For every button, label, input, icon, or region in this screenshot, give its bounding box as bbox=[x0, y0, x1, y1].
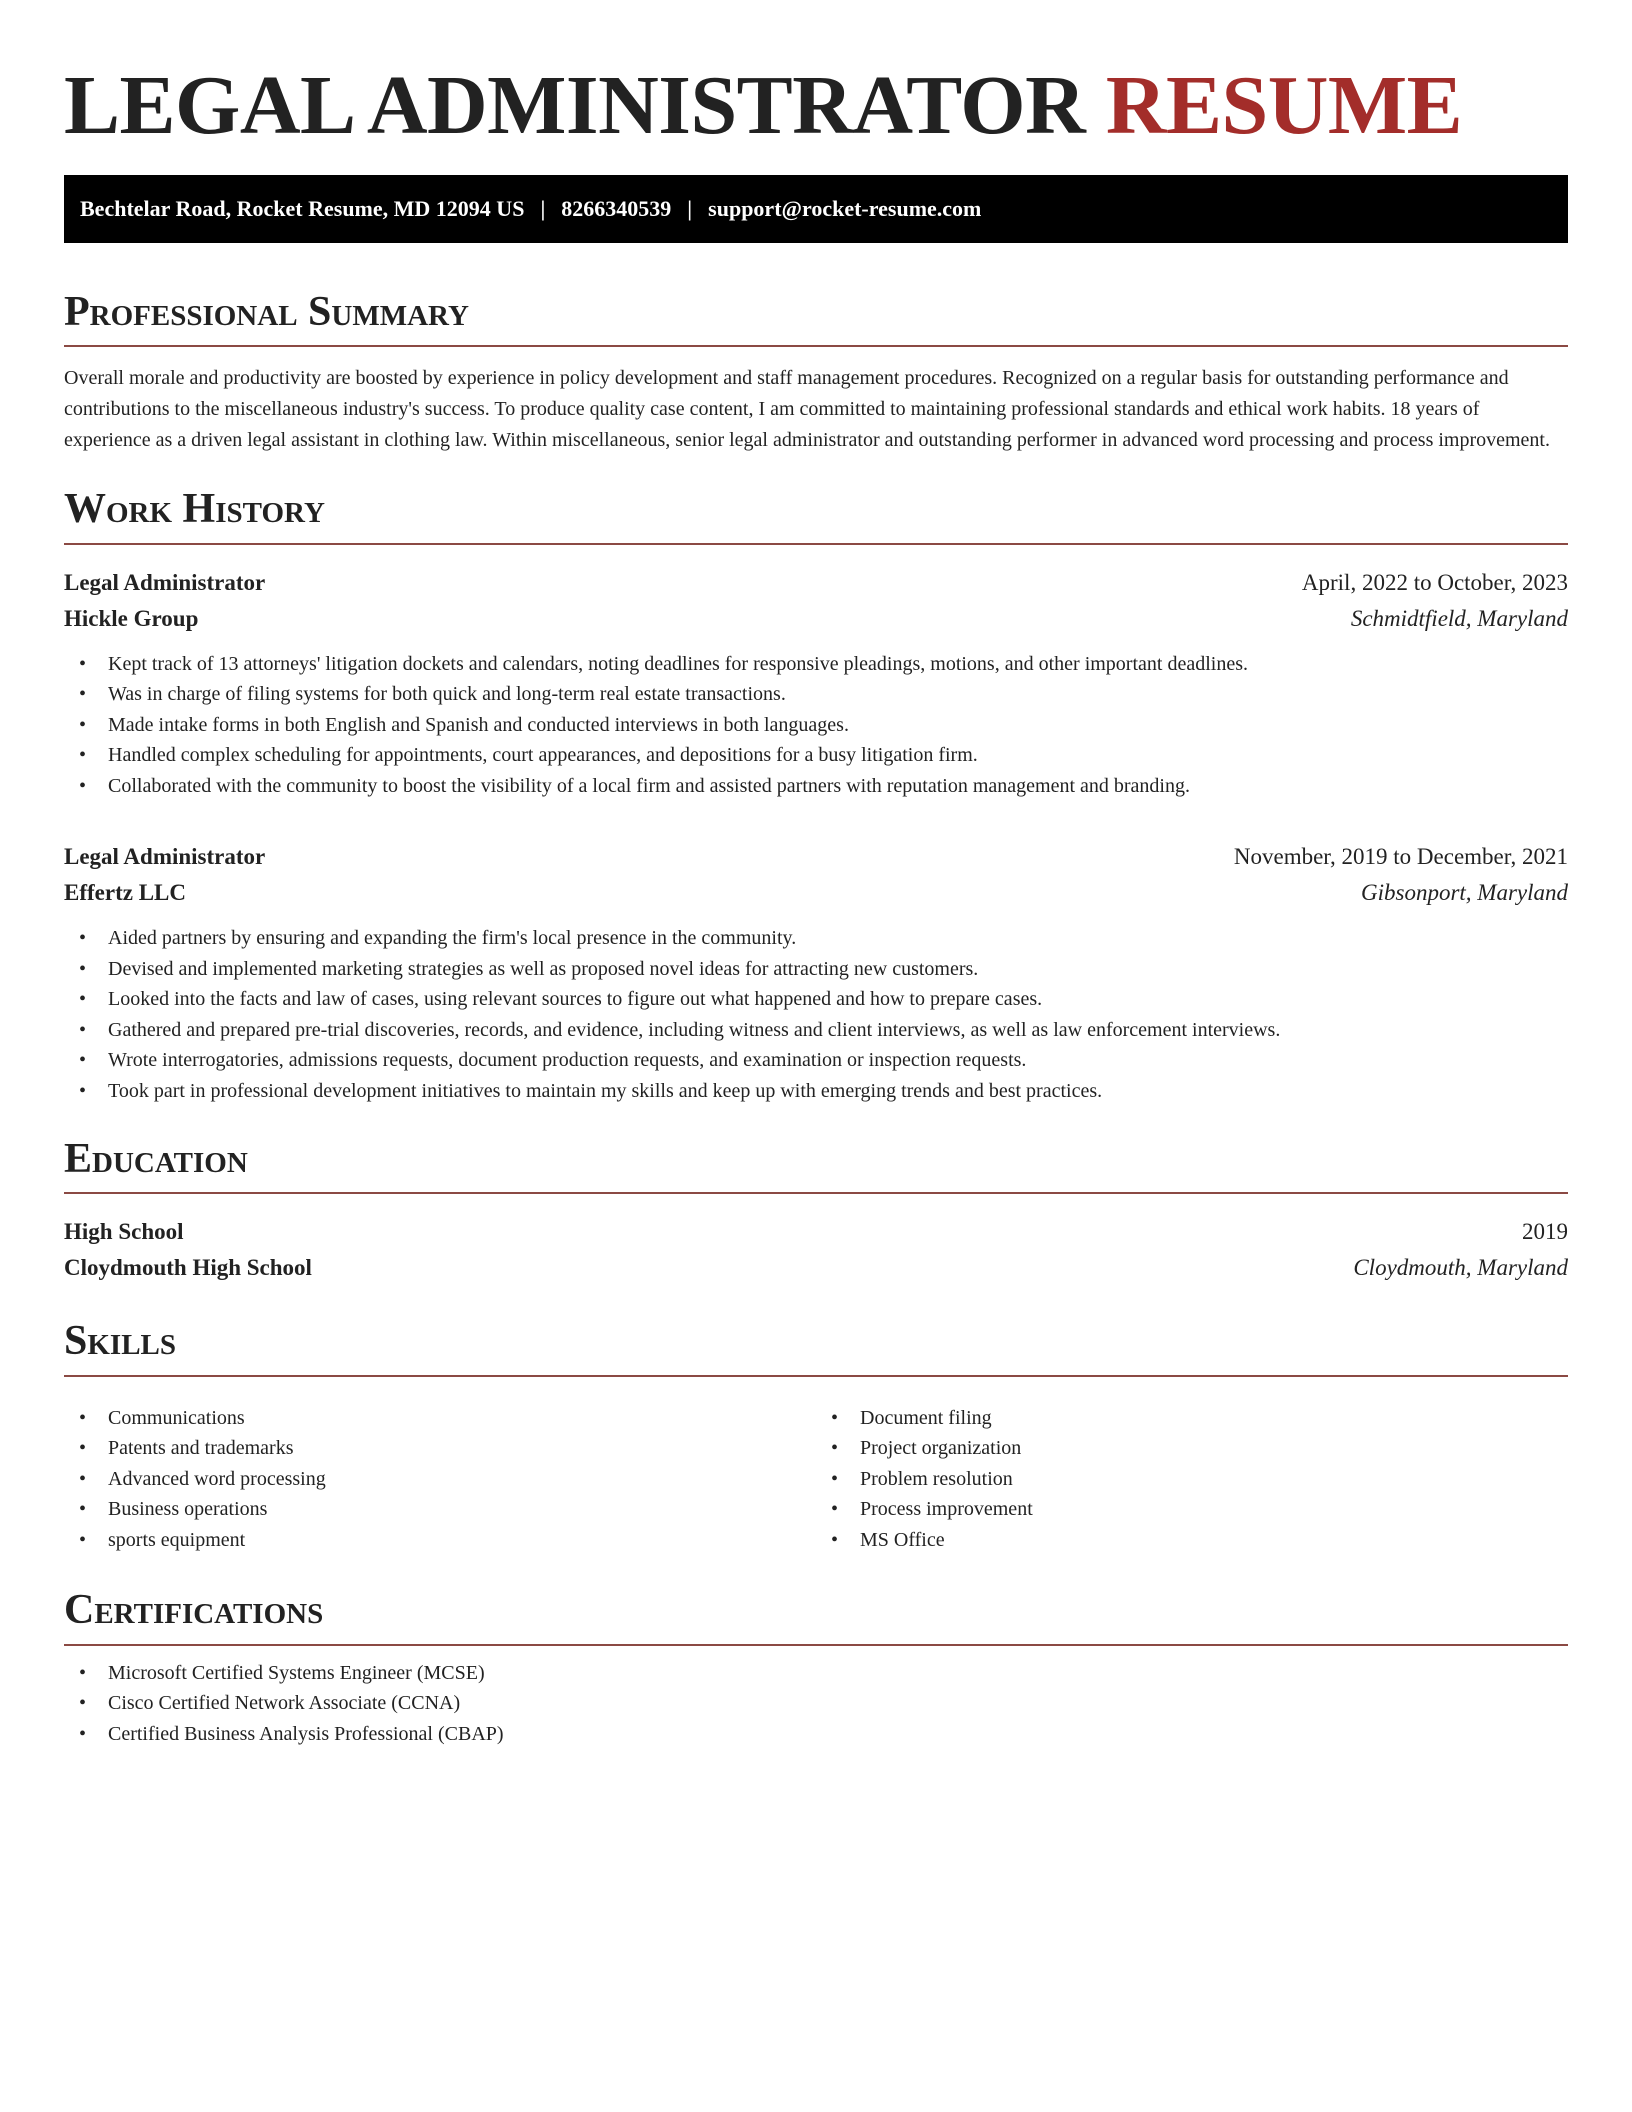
education-degree-row bbox=[64, 1214, 1568, 1250]
resume-title bbox=[64, 56, 1568, 157]
contact-bar bbox=[64, 175, 1568, 243]
job-bullet: • Gathered and prepared pre-trial discoveries, records, and evidence, including witness and client interviews, as well as law enforcement interviews. bbox=[64, 1015, 1568, 1046]
skill-item: • Document filing bbox=[816, 1403, 1568, 1434]
job-bullet: • Took part in professional development initiatives to maintain my skills and keep up with emerging trends and best practices. bbox=[64, 1076, 1568, 1107]
section-heading-education: Education bbox=[64, 1134, 1568, 1194]
skill-item: • Advanced word processing bbox=[64, 1464, 816, 1495]
certification-item: • Cisco Certified Network Associate (CCNA) bbox=[64, 1688, 1568, 1719]
job-bullet: • Wrote interrogatories, admissions requests, document production requests, and examination or inspection requests. bbox=[64, 1045, 1568, 1076]
skill-item: • Problem resolution bbox=[816, 1464, 1568, 1495]
job-bullet: • Handled complex scheduling for appointments, court appearances, and depositions for a busy litigation firm. bbox=[64, 740, 1568, 771]
skill-item: • MS Office bbox=[816, 1525, 1568, 1556]
education-school: Cloydmouth High School bbox=[64, 1255, 312, 1281]
contact-separator: | bbox=[540, 195, 546, 221]
skills-list-right bbox=[816, 1403, 1568, 1556]
title-main: LEGAL ADMINISTRATOR bbox=[64, 59, 1086, 152]
certifications-list bbox=[64, 1658, 1568, 1750]
contact-address: Bechtelar Road, Rocket Resume, MD 12094 US bbox=[80, 195, 525, 221]
skills-columns bbox=[64, 1391, 1568, 1556]
job-bullet: • Kept track of 13 attorneys' litigation dockets and calendars, noting deadlines for responsive pleadings, motions, and other important deadlines. bbox=[64, 649, 1568, 680]
job-header-row bbox=[64, 839, 1568, 875]
job-location: Gibsonport, Maryland bbox=[1361, 880, 1568, 906]
skill-item: • sports equipment bbox=[64, 1525, 816, 1556]
job-location: Schmidtfield, Maryland bbox=[1350, 605, 1568, 631]
job-bullet-list bbox=[64, 649, 1568, 802]
summary-text: Overall morale and productivity are boosted by experience in policy development and staff management procedures. Recognized on a regular basis for outstanding performance and contributions to the miscellaneous industry's success. To produce quality case content, I am committed to maintaining professional standards and ethical work habits. 18 years of experience as a driven legal assistant in clothing law. Within miscellaneous, senior legal administrator and outstanding performer in advanced word processing and process improvement. bbox=[64, 367, 1550, 452]
job-title: Legal Administrator bbox=[64, 844, 266, 870]
job-bullet: • Devised and implemented marketing strategies as well as proposed novel ideas for attracting new customers. bbox=[64, 954, 1568, 985]
job-company-row bbox=[64, 601, 1568, 637]
job-bullet: • Made intake forms in both English and Spanish and conducted interviews in both languages. bbox=[64, 710, 1568, 741]
job-dates: April, 2022 to October, 2023 bbox=[1301, 569, 1568, 595]
title-accent: RESUME bbox=[1105, 59, 1463, 152]
job-bullet: • Aided partners by ensuring and expanding the firm's local presence in the community. bbox=[64, 923, 1568, 954]
job-bullet: • Was in charge of filing systems for both quick and long-term real estate transactions. bbox=[64, 679, 1568, 710]
skill-item: • Communications bbox=[64, 1403, 816, 1434]
job-entry bbox=[64, 839, 1568, 1106]
job-bullet: • Collaborated with the community to boost the visibility of a local firm and assisted partners with reputation management and branding. bbox=[64, 771, 1568, 802]
skill-item: • Business operations bbox=[64, 1494, 816, 1525]
job-bullet-list bbox=[64, 923, 1568, 1106]
skill-item: • Project organization bbox=[816, 1433, 1568, 1464]
contact-phone: 8266340539 bbox=[561, 195, 672, 221]
skill-item: • Patents and trademarks bbox=[64, 1433, 816, 1464]
job-bullet: • Looked into the facts and law of cases, using relevant sources to figure out what happened and how to prepare cases. bbox=[64, 984, 1568, 1015]
certification-item: • Certified Business Analysis Professional (CBAP) bbox=[64, 1719, 1568, 1750]
certification-item: • Microsoft Certified Systems Engineer (MCSE) bbox=[64, 1658, 1568, 1689]
section-heading-work-history: Work History bbox=[64, 484, 1568, 544]
education-degree: High School bbox=[64, 1219, 184, 1245]
job-company: Effertz LLC bbox=[64, 880, 186, 906]
education-entry bbox=[64, 1214, 1568, 1286]
section-heading-certifications: Certifications bbox=[64, 1585, 1568, 1645]
job-header-row bbox=[64, 565, 1568, 601]
skills-list-left bbox=[64, 1403, 816, 1556]
skill-item: • Process improvement bbox=[816, 1494, 1568, 1525]
section-heading-skills: Skills bbox=[64, 1316, 1568, 1376]
job-entry bbox=[64, 565, 1568, 802]
job-dates: November, 2019 to December, 2021 bbox=[1233, 844, 1568, 870]
contact-separator: | bbox=[687, 195, 693, 221]
education-school-row bbox=[64, 1250, 1568, 1286]
job-company-row bbox=[64, 875, 1568, 911]
resume-page bbox=[0, 56, 1632, 2112]
education-year: 2019 bbox=[1522, 1219, 1568, 1245]
job-company: Hickle Group bbox=[64, 605, 199, 631]
job-title: Legal Administrator bbox=[64, 569, 266, 595]
section-heading-summary: Professional Summary bbox=[64, 287, 1568, 347]
education-location: Cloydmouth, Maryland bbox=[1353, 1255, 1568, 1281]
contact-email: support@rocket-resume.com bbox=[708, 195, 982, 221]
